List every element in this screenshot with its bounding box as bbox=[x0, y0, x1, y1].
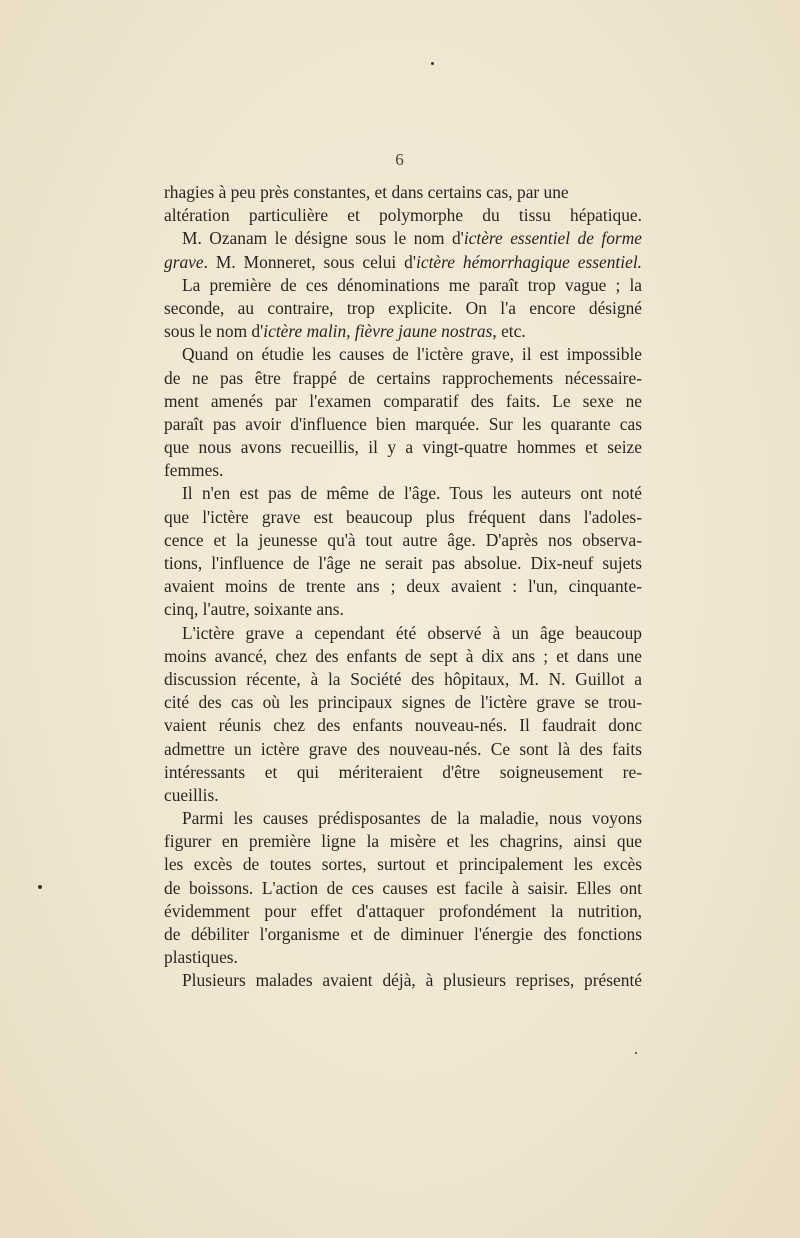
text-run: . M. Monneret, sous celui d' bbox=[203, 251, 417, 272]
text-line bbox=[164, 367, 642, 390]
text-run: , etc. bbox=[492, 321, 526, 342]
text-line bbox=[164, 668, 642, 691]
text-line bbox=[164, 807, 642, 830]
text-run: figurer en première ligne la misère et les chagrins, ainsi que bbox=[164, 831, 642, 852]
text-line bbox=[164, 946, 642, 969]
text-run: les excès de toutes sortes, surtout et principalement les excès bbox=[164, 854, 642, 875]
ink-speck bbox=[635, 1052, 637, 1054]
text-line bbox=[164, 436, 642, 459]
text-line bbox=[164, 506, 642, 529]
text-run: rhagies à peu près constantes, et dans certains cas, par une bbox=[164, 182, 569, 202]
text-line bbox=[164, 691, 642, 714]
text-run: que nous avons recueillis, il y a vingt-quatre hommes et seize bbox=[164, 437, 642, 458]
text-run: de débiliter l'organisme et de diminuer l'énergie des fonctions bbox=[164, 924, 642, 944]
text-line bbox=[164, 900, 642, 923]
text-line bbox=[164, 181, 642, 204]
text-run: paraît pas avoir d'influence bien marquée. Sur les quarante cas bbox=[164, 413, 642, 434]
text-run: que l'ictère grave est beaucoup plus fréquent dans l'adoles- bbox=[164, 506, 642, 527]
text-run: ment amenés par l'examen comparatif des faits. Le sexe ne bbox=[164, 390, 642, 411]
text-line bbox=[164, 738, 642, 761]
text-line bbox=[164, 830, 642, 853]
text-line bbox=[164, 227, 642, 250]
text-run: moins avancé, chez des enfants de sept à dix ans ; et dans une bbox=[164, 645, 642, 666]
ink-speck bbox=[431, 62, 434, 65]
text-line bbox=[164, 714, 642, 737]
italic-term: ictère malin, fièvre jaune nostras bbox=[263, 321, 493, 342]
text-run: plastiques. bbox=[164, 947, 238, 968]
text-run: seconde, au contraire, trop explicite. On l'a encore désigné bbox=[164, 297, 642, 318]
text-line bbox=[164, 529, 642, 552]
text-run: cinq, l'autre, soixante ans. bbox=[164, 599, 344, 620]
text-run: de boissons. L'action de ces causes est facile à saisir. Elles ont bbox=[164, 877, 642, 898]
text-run: cueillis. bbox=[164, 784, 219, 805]
text-line bbox=[164, 877, 642, 900]
text-line bbox=[164, 297, 642, 320]
text-line bbox=[164, 784, 642, 807]
text-line bbox=[164, 413, 642, 436]
text-run: cité des cas où les principaux signes de l'ictère grave se trou- bbox=[164, 692, 642, 713]
text-run: M. Ozanam le désigne sous le nom d' bbox=[182, 228, 464, 249]
text-run: Plusieurs malades avaient déjà, à plusieurs reprises, présenté bbox=[182, 970, 642, 991]
italic-term: ictère essentiel de forme bbox=[463, 228, 642, 249]
text-line bbox=[164, 853, 642, 876]
text-run: cence et la jeunesse qu'à tout autre âge. D'après nos observa- bbox=[164, 529, 642, 550]
text-run: altération particulière et polymorphe du tissu hépatique. bbox=[164, 205, 642, 226]
ink-speck bbox=[38, 885, 42, 889]
text-run: sous le nom d' bbox=[164, 321, 264, 342]
text-run: L'ictère grave a cependant été observé à un âge beaucoup bbox=[182, 622, 642, 643]
body-text bbox=[164, 181, 642, 993]
text-line bbox=[164, 320, 642, 343]
text-line bbox=[164, 251, 642, 274]
text-line bbox=[164, 459, 642, 482]
text-line bbox=[164, 598, 642, 621]
text-line bbox=[164, 969, 642, 992]
text-run: de ne pas être frappé de certains rapprochements nécessaire- bbox=[164, 367, 642, 388]
text-run: discussion récente, à la Société des hôpitaux, M. N. Guillot a bbox=[164, 668, 642, 689]
text-line bbox=[164, 575, 642, 598]
text-line bbox=[164, 343, 642, 366]
text-line bbox=[164, 552, 642, 575]
italic-term: ictère hémorrhagique essentiel. bbox=[416, 251, 642, 272]
text-line bbox=[164, 390, 642, 413]
text-run: évidemment pour effet d'attaquer profondément la nutrition, bbox=[164, 900, 642, 921]
text-line bbox=[164, 761, 642, 784]
text-line bbox=[164, 274, 642, 297]
text-line bbox=[164, 923, 642, 946]
text-line bbox=[164, 482, 642, 505]
text-run: avaient moins de trente ans ; deux avaient : l'un, cinquante- bbox=[164, 576, 642, 597]
text-run: La première de ces dénominations me paraît trop vague ; la bbox=[182, 274, 642, 295]
text-run: vaient réunis chez des enfants nouveau-nés. Il faudrait donc bbox=[164, 715, 642, 736]
text-run: admettre un ictère grave des nouveau-nés. Ce sont là des faits bbox=[164, 738, 642, 759]
text-run: Parmi les causes prédisposantes de la maladie, nous voyons bbox=[182, 808, 642, 829]
text-line bbox=[164, 622, 642, 645]
page-number: 6 bbox=[395, 150, 405, 169]
text-run: femmes. bbox=[164, 460, 224, 481]
text-run: tions, l'influence de l'âge ne serait pas absolue. Dix-neuf sujets bbox=[164, 553, 642, 573]
text-run: Quand on étudie les causes de l'ictère grave, il est impossible bbox=[182, 344, 642, 365]
italic-term: grave bbox=[164, 251, 204, 272]
text-line bbox=[164, 204, 642, 227]
text-run: intéressants et qui mériteraient d'être soigneusement re- bbox=[164, 761, 642, 782]
text-run: Il n'en est pas de même de l'âge. Tous les auteurs ont noté bbox=[182, 483, 642, 504]
text-line bbox=[164, 645, 642, 668]
